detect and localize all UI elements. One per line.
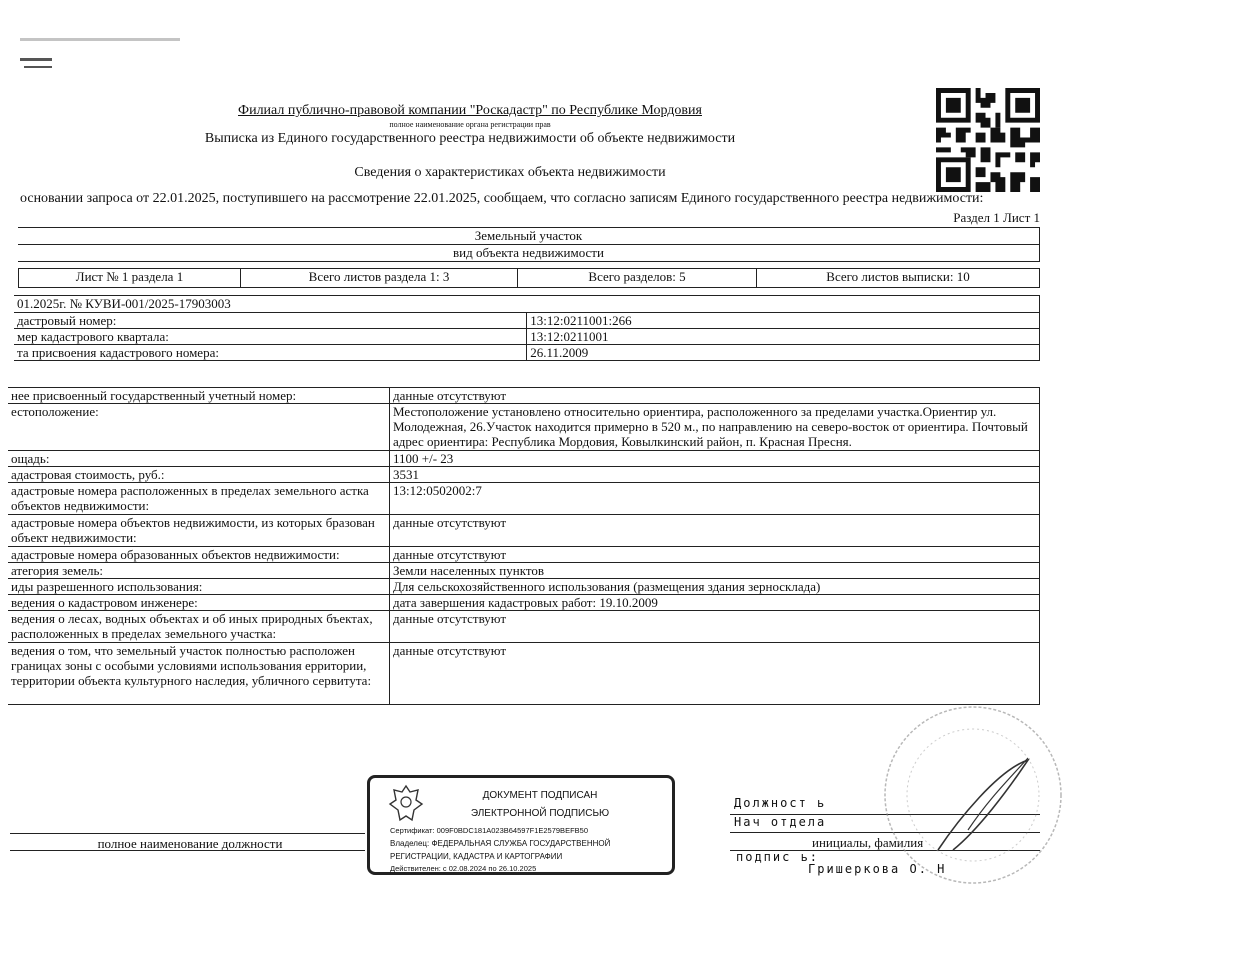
extract-title: Выписка из Единого государственного реестра недвижимости об объекте недвижимости: [204, 131, 736, 146]
detail-value: 13:12:0502002:7: [390, 483, 1040, 515]
stamp-owner1: Владелец: ФЕДЕРАЛЬНАЯ СЛУЖБА ГОСУДАРСТВЕННОЙ: [390, 839, 611, 848]
hand-position-value: Нач отдела: [734, 815, 827, 829]
table-row: [8, 547, 1040, 563]
ident-value: 13:12:0211001:266: [527, 313, 1040, 329]
position-caption: полное наименование должности: [97, 836, 283, 851]
hand-name: Гришеркова О. Н: [808, 862, 947, 876]
table-row: [8, 595, 1040, 611]
table-row: [8, 467, 1040, 483]
object-type-caption: вид объекта недвижимости: [18, 245, 1040, 262]
emblem-icon: [388, 782, 424, 826]
detail-label: нее присвоенный государственный учетный номер:: [8, 388, 390, 404]
scan-mark: [20, 38, 180, 41]
detail-value: данные отсутствуют: [390, 643, 1040, 705]
initials-caption: инициалы, фамилия: [812, 835, 924, 850]
stamp-cert: Сертификат: 009F0BDC181A023B64597F1E2579BEFB50: [390, 826, 588, 835]
scan-mark: [20, 58, 52, 61]
sheet-of-section: Лист № 1 раздела 1: [19, 269, 241, 288]
ident-label: мер кадастрового квартала:: [14, 329, 527, 345]
table-row: [8, 611, 1040, 643]
detail-label: адастровая стоимость, руб.:: [8, 467, 390, 483]
table-row: [8, 483, 1040, 515]
ident-table: [14, 295, 1040, 361]
detail-label: ведения о том, что земельный участок полностью расположен границах зоны с особыми условиями использования ерритории, территории объекта культурного наследия, убличного сервитута:: [8, 643, 390, 705]
org-name: Филиал публично-правовой компании "Роскадастр" по Республике Мордовия: [238, 103, 702, 118]
section-sheets: Всего листов раздела 1: 3: [241, 269, 518, 288]
detail-label: адастровые номера объектов недвижимости, из которых бразован объект недвижимости:: [8, 515, 390, 547]
table-row: [8, 451, 1040, 467]
detail-value: данные отсутствуют: [390, 388, 1040, 404]
table-row: [8, 563, 1040, 579]
stamp-line2: ЭЛЕКТРОННОЙ ПОДПИСЬЮ: [470, 808, 610, 819]
table-row: [8, 515, 1040, 547]
detail-label: атегория земель:: [8, 563, 390, 579]
detail-label: адастровые номера образованных объектов недвижимости:: [8, 547, 390, 563]
details-table: [8, 387, 1040, 705]
hand-sign-label: подпис ь:: [736, 850, 820, 864]
seal-stamp: [878, 700, 1068, 890]
detail-value: Для сельскохозяйственного использования (размещения здания зерносклада): [390, 579, 1040, 595]
detail-value: данные отсутствуют: [390, 611, 1040, 643]
hand-position-label: Должност ь: [734, 796, 827, 810]
qr-code: [936, 88, 1040, 192]
detail-label: иды разрешенного использования:: [8, 579, 390, 595]
stamp-owner2: РЕГИСТРАЦИИ, КАДАСТРА И КАРТОГРАФИИ: [390, 852, 563, 861]
e-signature-stamp: [367, 775, 675, 875]
org-caption: полное наименование органа регистрации прав: [389, 120, 551, 129]
ident-value: 13:12:0211001: [527, 329, 1040, 345]
table-row: [8, 404, 1040, 451]
section-sheet: Раздел 1 Лист 1: [953, 210, 1040, 225]
detail-label: естоположение:: [8, 404, 390, 451]
detail-value: 3531: [390, 467, 1040, 483]
doc-number: 01.2025г. № КУВИ-001/2025-17903003: [14, 296, 1040, 313]
section-title: Сведения о характеристиках объекта недвижимости: [354, 165, 666, 180]
detail-value: Местоположение установлено относительно ориентира, расположенного за пределами участка.Ориентир ул. Молодежная, 26.Участок находится примерно в 520 м., по направлению на северо-восток от ориентира. Почтовый адрес ориентира: Республика Мордовия, Ковылкинский район, п. Красная Пресня.: [390, 404, 1040, 451]
stamp-line1: ДОКУМЕНТ ПОДПИСАН: [482, 790, 598, 801]
detail-value: данные отсутствуют: [390, 515, 1040, 547]
request-text: основании запроса от 22.01.2025, поступившего на рассмотрение 22.01.2025, сообщаем, что согласно записям Единого государственного реестра недвижимости:: [20, 191, 984, 206]
detail-label: ощадь:: [8, 451, 390, 467]
object-type-table: [18, 227, 1040, 262]
detail-value: данные отсутствуют: [390, 547, 1040, 563]
detail-label: ведения о кадастровом инженере:: [8, 595, 390, 611]
table-row: [8, 388, 1040, 404]
total-sheets: Всего листов выписки: 10: [757, 269, 1040, 288]
table-row: [8, 643, 1040, 705]
ident-label: дастровый номер:: [14, 313, 527, 329]
position-line: [10, 833, 365, 834]
detail-value: дата завершения кадастровых работ: 19.10.2009: [390, 595, 1040, 611]
sheets-table: [18, 268, 1040, 288]
detail-label: адастровые номера расположенных в пределах земельного астка объектов недвижимости:: [8, 483, 390, 515]
detail-value: Земли населенных пунктов: [390, 563, 1040, 579]
ident-value: 26.11.2009: [527, 345, 1040, 361]
stamp-valid: Действителен: с 02.08.2024 по 26.10.2025: [390, 864, 537, 873]
scan-mark: [24, 66, 52, 68]
total-sections: Всего разделов: 5: [518, 269, 757, 288]
detail-label: ведения о лесах, водных объектах и об иных природных бъектах, расположенных в пределах земельного участка:: [8, 611, 390, 643]
object-type-value: Земельный участок: [18, 228, 1040, 245]
table-row: [8, 579, 1040, 595]
detail-value: 1100 +/- 23: [390, 451, 1040, 467]
ident-label: та присвоения кадастрового номера:: [14, 345, 527, 361]
